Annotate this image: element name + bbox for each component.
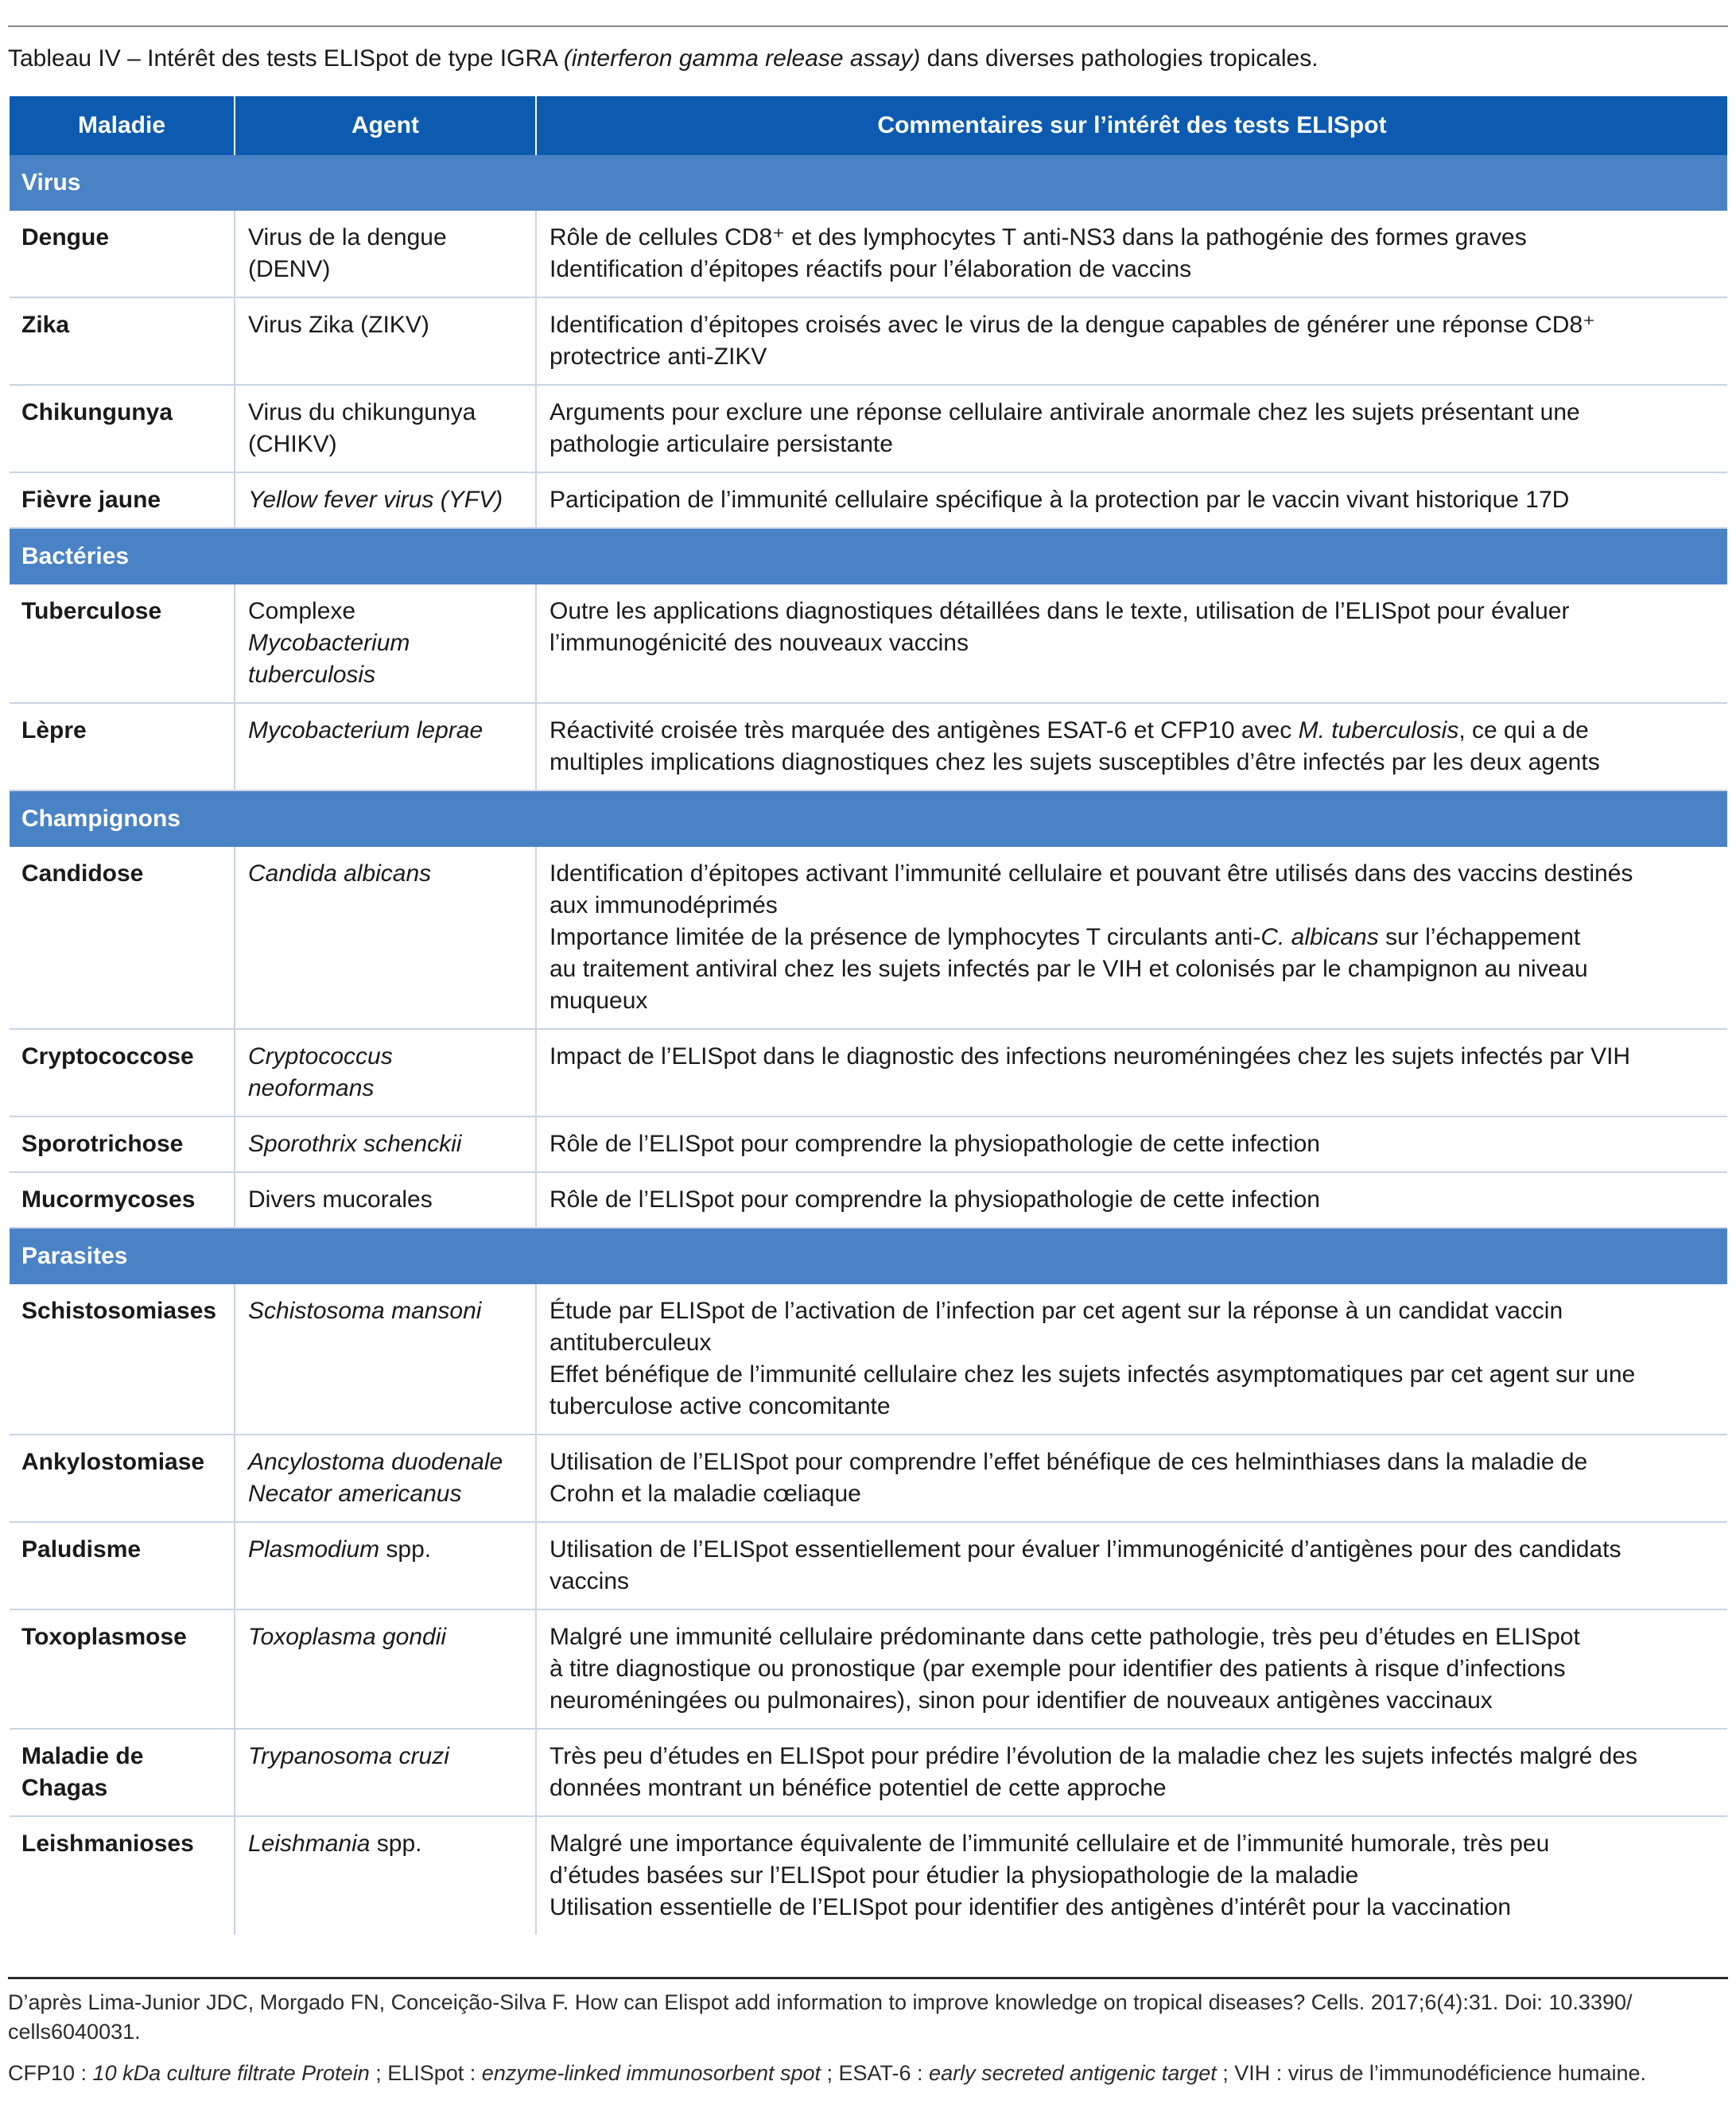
agent-line: tuberculosis <box>248 662 376 688</box>
comment-line <box>550 953 1715 985</box>
table-row <box>10 211 1727 297</box>
agent-line: Mycobacterium leprae <box>248 717 484 744</box>
disease-cell: Sporotrichose <box>10 1116 235 1172</box>
disease-cell: Dengue <box>10 211 235 297</box>
comment-line: l’immunogénicité des nouveaux vaccins <box>550 630 969 656</box>
comment-cell <box>536 703 1727 790</box>
agent-line: Schistosoma mansoni <box>248 1298 482 1324</box>
comment-line: antituberculeux <box>550 1330 712 1356</box>
table-caption <box>8 43 1728 75</box>
agent-line: Necator americanus <box>248 1481 462 1507</box>
caption-prefix: Tableau IV – Intérêt des tests ELISpot de type IGRA <box>8 45 564 72</box>
section-row <box>10 1228 1727 1284</box>
comment-cell <box>536 385 1727 472</box>
comment-cell <box>536 1116 1727 1172</box>
agent-line: Mycobacterium <box>248 630 410 656</box>
disease-cell: Ankylostomiase <box>10 1435 235 1522</box>
agent-line: Sporothrix schenckii <box>248 1131 462 1157</box>
table-row <box>10 1609 1727 1729</box>
section-label: Bactéries <box>10 528 1727 584</box>
abbr-term: ; ELISpot : <box>369 2061 482 2085</box>
agent-prefix: Complexe <box>248 598 356 624</box>
comment-cell <box>536 1172 1727 1228</box>
agent-line: neoformans <box>248 1075 375 1101</box>
comment-line: Malgré une importance équivalente de l’immunité cellulaire et de l’immunité humorale, très peu <box>550 1831 1550 1857</box>
comment-line: Impact de l’ELISpot dans le diagnostic des infections neuroméningées chez les sujets infectés par VIH <box>550 1043 1631 1070</box>
comment-line <box>550 922 1715 953</box>
comment-line: Effet bénéfique de l’immunité cellulaire chez les sujets infectés asymptomatiques par cet agent sur une <box>550 1361 1636 1388</box>
agent-cell <box>235 1816 536 1935</box>
table-row <box>10 297 1727 385</box>
comment-line: Utilisation de l’ELISpot pour comprendre l’effet bénéfique de ces helminthiases dans la maladie de <box>550 1449 1588 1475</box>
agent-line: Trypanosoma cruzi <box>248 1743 449 1769</box>
header-row <box>10 96 1727 155</box>
comment-line: Rôle de l’ELISpot pour comprendre la physiopathologie de cette infection <box>550 1131 1320 1157</box>
agent-genus: Plasmodium <box>248 1536 380 1563</box>
agent-line <box>248 1534 522 1566</box>
caption-italic: (interferon gamma release assay) <box>563 45 921 72</box>
agent-line: Candida albicans <box>248 860 432 887</box>
comment-species: C. albicans <box>1260 924 1379 950</box>
agent-cell <box>235 211 536 297</box>
comment-text: aux immunodéprimés <box>550 892 778 918</box>
disease-cell: Toxoplasmose <box>10 1609 235 1729</box>
table-row <box>10 1729 1727 1816</box>
section-row <box>10 155 1727 211</box>
table-row <box>10 1172 1727 1228</box>
agent-cell <box>235 1029 536 1116</box>
source-line: D’après Lima-Junior JDC, Morgado FN, Conceição-Silva F. How can Elispot add information to improve knowledge on tropical diseases? Cells. 2017;6(4):31. Doi: 10.3390/ <box>8 1990 1633 2014</box>
disease-cell: Fièvre jaune <box>10 472 235 528</box>
disease-cell: Tuberculose <box>10 584 235 703</box>
comment-line: pathologie articulaire persistante <box>550 431 893 457</box>
agent-cell <box>235 584 536 703</box>
section-row <box>10 528 1727 584</box>
comment-cell <box>536 472 1727 528</box>
header-maladie: Maladie <box>10 96 235 155</box>
section-label: Parasites <box>10 1228 1727 1284</box>
comment-cell <box>536 1435 1727 1522</box>
disease-cell: Lèpre <box>10 703 235 790</box>
footer-abbreviations <box>8 2059 1728 2088</box>
comment-line: Arguments pour exclure une réponse cellulaire antivirale anormale chez les sujets présentant une <box>550 399 1580 425</box>
agent-cell <box>235 297 536 385</box>
disease-cell: Candidose <box>10 847 235 1029</box>
table-row <box>10 703 1727 790</box>
comment-line: Étude par ELISpot de l’activation de l’infection par cet agent sur la réponse à un candidat vaccin <box>550 1298 1563 1324</box>
agent-cell <box>235 847 536 1029</box>
comment-line <box>550 858 1715 890</box>
agent-cell <box>235 1435 536 1522</box>
agent-line: Ancylostoma duodenale <box>248 1449 503 1475</box>
comment-text: multiples implications diagnostiques chez les sujets susceptibles d’être infectés par les deux agents <box>550 749 1600 775</box>
comment-text: au traitement antiviral chez les sujets infectés par le VIH et colonisés par le champignon au niveau <box>550 956 1588 982</box>
agent-cell <box>235 1729 536 1816</box>
agent-line: Virus Zika (ZIKV) <box>248 312 429 338</box>
disease-cell: Leishmanioses <box>21 1831 194 1857</box>
comment-text: muqueux <box>550 988 648 1014</box>
comment-line: d’études basées sur l’ELISpot pour étudier la physiopathologie de la maladie <box>550 1862 1359 1889</box>
agent-line: Virus du chikungunya <box>248 399 476 425</box>
comment-line <box>550 985 1715 1017</box>
comment-cell <box>536 297 1727 385</box>
comment-text: sur l’échappement <box>1378 924 1581 950</box>
comment-line: Malgré une immunité cellulaire prédominante dans cette pathologie, très peu d’études en ELISpot <box>550 1624 1580 1650</box>
comment-cell <box>536 211 1727 297</box>
comment-line: à titre diagnostique ou pronostique (par exemple pour identifier des patients à risque d’infections <box>550 1656 1566 1682</box>
table-row <box>10 1029 1727 1116</box>
abbr-definition: 10 kDa culture filtrate Protein <box>92 2061 370 2085</box>
abbr-term: ; ESAT-6 : <box>821 2061 930 2085</box>
agent-line: Yellow fever virus (YFV) <box>248 487 503 513</box>
comment-line: protectrice anti-ZIKV <box>550 344 767 370</box>
agent-cell <box>235 1284 536 1435</box>
comment-line: vaccins <box>550 1568 630 1594</box>
agent-spp: spp. <box>379 1536 432 1563</box>
comment-cell <box>536 1609 1727 1729</box>
disease-cell: Mucormycoses <box>10 1172 235 1228</box>
disease-cell: Zika <box>10 297 235 385</box>
table-row <box>10 847 1727 1029</box>
comment-line: Rôle de l’ELISpot pour comprendre la physiopathologie de cette infection <box>550 1186 1320 1213</box>
table-row <box>10 1522 1727 1609</box>
footer-source <box>8 1988 1728 2047</box>
comment-line: Très peu d’études en ELISpot pour prédire l’évolution de la maladie chez les sujets infectés malgré des <box>550 1743 1638 1769</box>
table-row <box>10 1284 1727 1435</box>
table-row <box>10 1816 1727 1935</box>
section-label: Virus <box>10 155 1727 211</box>
comment-line: Crohn et la maladie cœliaque <box>550 1481 861 1507</box>
comment-line: Identification d’épitopes croisés avec le virus de la dengue capables de générer une réponse CD8⁺ <box>550 312 1595 338</box>
agent-cell <box>235 703 536 790</box>
comment-text: , ce qui a de <box>1458 717 1589 744</box>
comment-line: Participation de l’immunité cellulaire spécifique à la protection par le vaccin vivant historique 17D <box>550 487 1570 513</box>
abbr-definition: virus de l’immunodéficience humaine. <box>1287 2061 1647 2085</box>
comment-text: Importance limitée de la présence de lymphocytes T circulants anti- <box>550 924 1261 950</box>
agent-genus: Leishmania <box>248 1831 371 1857</box>
agent-spp: spp. <box>370 1831 422 1857</box>
table-row <box>10 1435 1727 1522</box>
header-commentaires: Commentaires sur l’intérêt des tests ELISpot <box>536 96 1727 155</box>
agent-line: (DENV) <box>248 256 331 282</box>
table-row <box>10 1116 1727 1172</box>
disease-cell: Chikungunya <box>10 385 235 472</box>
top-rule <box>8 25 1728 27</box>
comment-cell <box>536 1816 1727 1935</box>
agent-line: (CHIKV) <box>248 431 337 457</box>
abbr-term: ; VIH : <box>1216 2061 1288 2085</box>
agent-cell <box>235 1172 536 1228</box>
table-body <box>10 155 1727 1935</box>
comment-line: neuroméningées ou pulmonaires), sinon pour identifier de nouveaux antigènes vaccinaux <box>550 1687 1493 1714</box>
comment-line: Rôle de cellules CD8⁺ et des lymphocytes T anti-NS3 dans la pathogénie des formes graves <box>550 224 1527 250</box>
comment-cell <box>536 1029 1727 1116</box>
comment-line: données montrant un bénéfice potentiel de cette approche <box>550 1775 1167 1801</box>
comment-line <box>550 715 1715 747</box>
disease-cell: Paludisme <box>10 1522 235 1609</box>
comment-cell <box>536 1284 1727 1435</box>
agent-line <box>248 1828 522 1860</box>
disease-cell: Maladie de Chagas <box>10 1729 235 1816</box>
comment-cell <box>536 1729 1727 1816</box>
comment-line: Outre les applications diagnostiques détaillées dans le texte, utilisation de l’ELISpot pour évaluer <box>550 598 1570 624</box>
agent-line: Divers mucorales <box>248 1186 433 1213</box>
caption-suffix: dans diverses pathologies tropicales. <box>920 45 1319 72</box>
header-agent: Agent <box>235 96 536 155</box>
disease-cell: Cryptococcose <box>10 1029 235 1116</box>
elispot-table <box>10 96 1727 1935</box>
agent-cell <box>235 472 536 528</box>
comment-line <box>550 747 1715 778</box>
abbr-definition: early secreted antigenic target <box>929 2061 1217 2085</box>
agent-cell <box>235 385 536 472</box>
section-row <box>10 790 1727 847</box>
comment-species: M. tuberculosis <box>1298 717 1459 744</box>
comment-line: Identification d’épitopes réactifs pour l’élaboration de vaccins <box>550 256 1192 282</box>
comment-cell <box>536 847 1727 1029</box>
agent-line: Cryptococcus <box>248 1043 393 1070</box>
comment-text: Identification d’épitopes activant l’immunité cellulaire et pouvant être utilisés dans des vaccins destinés <box>550 860 1633 887</box>
comment-line: tuberculose active concomitante <box>550 1393 891 1419</box>
agent-cell <box>235 1522 536 1609</box>
source-line: cells6040031. <box>8 2020 141 2044</box>
table-row <box>10 385 1727 472</box>
agent-line: Toxoplasma gondii <box>248 1624 447 1650</box>
comment-cell <box>536 1522 1727 1609</box>
disease-cell: Schistosomiases <box>10 1284 235 1435</box>
comment-line <box>550 890 1715 922</box>
comment-cell <box>536 584 1727 703</box>
agent-line: Virus de la dengue <box>248 224 447 250</box>
abbr-term: CFP10 : <box>8 2061 93 2085</box>
table-row <box>10 472 1727 528</box>
agent-cell <box>235 1116 536 1172</box>
section-label: Champignons <box>10 790 1727 847</box>
table-row <box>10 584 1727 703</box>
agent-cell <box>235 1609 536 1729</box>
comment-line: Utilisation essentielle de l’ELISpot pour identifier des antigènes d’intérêt pour la vaccination <box>550 1894 1512 1920</box>
comment-line: Utilisation de l’ELISpot essentiellement pour évaluer l’immunogénicité d’antigènes pour des candidats <box>550 1536 1621 1563</box>
comment-text: Réactivité croisée très marquée des antigènes ESAT-6 et CFP10 avec <box>550 717 1299 744</box>
abbr-definition: enzyme-linked immunosorbent spot <box>481 2061 821 2085</box>
bottom-rule <box>8 1977 1728 1979</box>
